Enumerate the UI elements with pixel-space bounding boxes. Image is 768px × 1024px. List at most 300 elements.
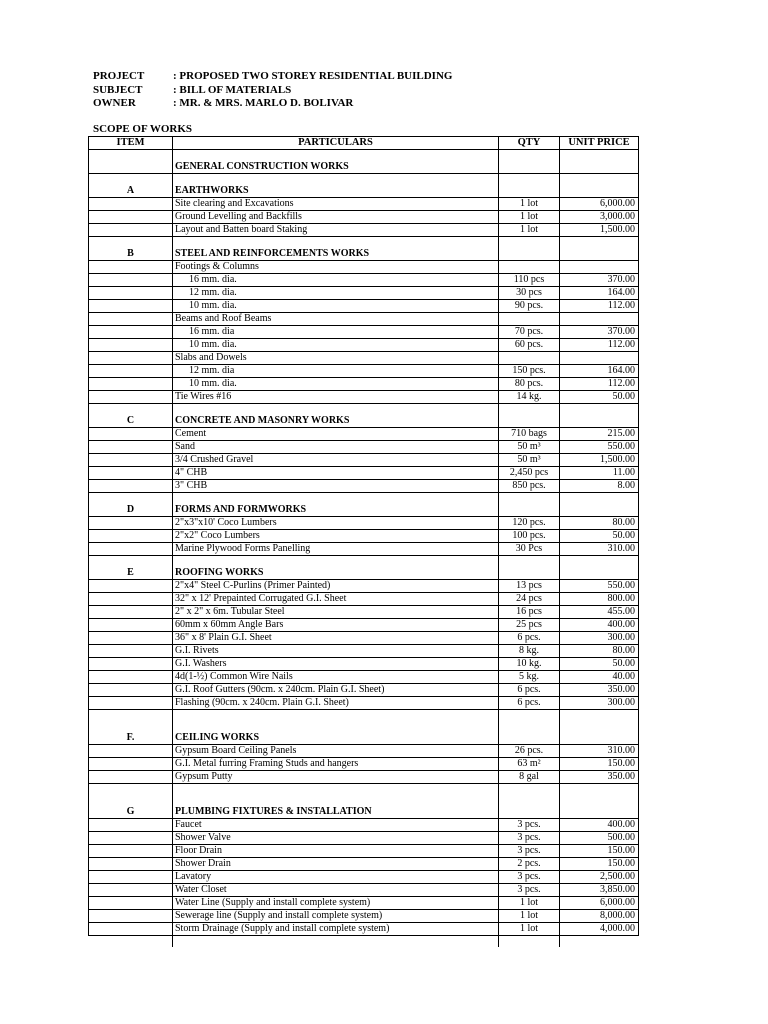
particulars-cell: Shower Valve <box>173 832 499 845</box>
unit-price-cell: 80.00 <box>560 517 639 530</box>
blank-row <box>89 404 639 416</box>
particulars-cell: 2"x4" Steel C-Purlins (Primer Painted) <box>173 580 499 593</box>
unit-price-cell <box>560 404 639 416</box>
item-cell <box>89 378 173 391</box>
unit-price-cell <box>560 493 639 505</box>
unit-price-cell: 112.00 <box>560 339 639 352</box>
table-row <box>89 923 639 936</box>
particulars-cell: 4d(1-½) Common Wire Nails <box>173 671 499 684</box>
column-header-qty: QTY <box>499 137 560 150</box>
column-header-item: ITEM <box>89 137 173 150</box>
table-row <box>89 758 639 771</box>
table-row <box>89 884 639 897</box>
item-cell <box>89 658 173 671</box>
qty-cell: 110 pcs <box>499 274 560 287</box>
table-row <box>89 858 639 871</box>
qty-cell: 90 pcs. <box>499 300 560 313</box>
particulars-cell: Shower Drain <box>173 858 499 871</box>
unit-price-cell: 350.00 <box>560 771 639 784</box>
column-header-unit-price: UNIT PRICE <box>560 137 639 150</box>
item-cell <box>89 161 173 174</box>
item-cell <box>89 884 173 897</box>
item-cell <box>89 441 173 454</box>
qty-cell <box>499 721 560 732</box>
qty-cell: 3 pcs. <box>499 845 560 858</box>
unit-price-cell <box>560 710 639 722</box>
particulars-cell: Footings & Columns <box>173 261 499 274</box>
bill-of-materials-table <box>88 136 639 947</box>
qty-cell <box>499 185 560 198</box>
item-cell <box>89 454 173 467</box>
particulars-cell: 10 mm. dia. <box>173 300 499 313</box>
particulars-cell: Sand <box>173 441 499 454</box>
table-row <box>89 832 639 845</box>
item-cell <box>89 493 173 505</box>
unit-price-cell: 150.00 <box>560 845 639 858</box>
qty-cell <box>499 710 560 722</box>
qty-cell: 10 kg. <box>499 658 560 671</box>
section-header-row <box>89 415 639 428</box>
table-row <box>89 606 639 619</box>
item-cell: F. <box>89 732 173 745</box>
table-header-row <box>89 137 639 150</box>
item-cell <box>89 845 173 858</box>
unit-price-cell <box>560 313 639 326</box>
unit-price-cell: 370.00 <box>560 274 639 287</box>
qty-cell <box>499 556 560 568</box>
qty-cell: 50 m³ <box>499 454 560 467</box>
subject-line <box>93 84 291 97</box>
qty-cell: 8 kg. <box>499 645 560 658</box>
table-row <box>89 211 639 224</box>
qty-cell: 6 pcs. <box>499 684 560 697</box>
item-cell <box>89 758 173 771</box>
item-cell <box>89 697 173 710</box>
qty-cell <box>499 784 560 796</box>
table-row <box>89 910 639 923</box>
table-row <box>89 365 639 378</box>
project-label: PROJECT <box>93 70 145 82</box>
item-cell <box>89 936 173 948</box>
unit-price-cell: 1,500.00 <box>560 224 639 237</box>
item-cell <box>89 871 173 884</box>
table-row <box>89 645 639 658</box>
unit-price-cell <box>560 936 639 948</box>
table-row <box>89 671 639 684</box>
qty-cell: 13 pcs <box>499 580 560 593</box>
item-cell <box>89 224 173 237</box>
qty-cell: 24 pcs <box>499 593 560 606</box>
item-cell <box>89 339 173 352</box>
unit-price-cell: 800.00 <box>560 593 639 606</box>
qty-cell: 3 pcs. <box>499 832 560 845</box>
item-cell <box>89 784 173 796</box>
particulars-cell <box>173 710 499 722</box>
particulars-cell: Sewerage line (Supply and install complete system) <box>173 910 499 923</box>
particulars-cell: CONCRETE AND MASONRY WORKS <box>173 415 499 428</box>
qty-cell: 70 pcs. <box>499 326 560 339</box>
qty-cell: 100 pcs. <box>499 530 560 543</box>
qty-cell <box>499 261 560 274</box>
unit-price-cell: 164.00 <box>560 287 639 300</box>
particulars-cell <box>173 150 499 162</box>
section-header-row <box>89 185 639 198</box>
qty-cell: 3 pcs. <box>499 884 560 897</box>
unit-price-cell: 310.00 <box>560 745 639 758</box>
particulars-cell <box>173 795 499 806</box>
qty-cell: 2 pcs. <box>499 858 560 871</box>
table-row <box>89 391 639 404</box>
item-cell <box>89 237 173 249</box>
qty-cell: 3 pcs. <box>499 871 560 884</box>
particulars-cell <box>173 784 499 796</box>
item-cell <box>89 326 173 339</box>
particulars-cell: G.I. Washers <box>173 658 499 671</box>
qty-cell <box>499 493 560 505</box>
particulars-cell: GENERAL CONSTRUCTION WORKS <box>173 161 499 174</box>
qty-cell <box>499 795 560 806</box>
unit-price-cell <box>560 415 639 428</box>
item-cell <box>89 745 173 758</box>
blank-row <box>89 174 639 186</box>
item-cell <box>89 391 173 404</box>
particulars-cell: Gypsum Putty <box>173 771 499 784</box>
particulars-cell: Layout and Batten board Staking <box>173 224 499 237</box>
unit-price-cell <box>560 795 639 806</box>
item-cell <box>89 645 173 658</box>
item-cell <box>89 671 173 684</box>
qty-cell: 1 lot <box>499 224 560 237</box>
scope-of-works-title: SCOPE OF WORKS <box>93 123 193 135</box>
item-cell <box>89 530 173 543</box>
item-cell <box>89 467 173 480</box>
qty-cell: 150 pcs. <box>499 365 560 378</box>
unit-price-cell: 550.00 <box>560 441 639 454</box>
item-cell <box>89 923 173 936</box>
particulars-cell: 2"x2" Coco Lumbers <box>173 530 499 543</box>
qty-cell: 60 pcs. <box>499 339 560 352</box>
item-cell <box>89 897 173 910</box>
qty-cell: 6 pcs. <box>499 697 560 710</box>
particulars-cell: FORMS AND FORMWORKS <box>173 504 499 517</box>
unit-price-cell <box>560 261 639 274</box>
unit-price-cell: 8.00 <box>560 480 639 493</box>
table-row <box>89 313 639 326</box>
qty-cell: 80 pcs. <box>499 378 560 391</box>
unit-price-cell <box>560 161 639 174</box>
item-cell <box>89 174 173 186</box>
item-cell <box>89 710 173 722</box>
unit-price-cell: 3,850.00 <box>560 884 639 897</box>
item-cell <box>89 287 173 300</box>
unit-price-cell: 50.00 <box>560 658 639 671</box>
item-cell: E <box>89 567 173 580</box>
item-cell <box>89 404 173 416</box>
unit-price-cell: 550.00 <box>560 580 639 593</box>
unit-price-cell <box>560 732 639 745</box>
unit-price-cell: 455.00 <box>560 606 639 619</box>
table-row <box>89 745 639 758</box>
project-value: : PROPOSED TWO STOREY RESIDENTIAL BUILDING <box>173 70 453 82</box>
unit-price-cell <box>560 806 639 819</box>
particulars-cell: 4" CHB <box>173 467 499 480</box>
unit-price-cell: 2,500.00 <box>560 871 639 884</box>
item-cell <box>89 352 173 365</box>
unit-price-cell <box>560 784 639 796</box>
qty-cell <box>499 806 560 819</box>
subject-value: : BILL OF MATERIALS <box>173 84 292 96</box>
qty-cell: 2,450 pcs <box>499 467 560 480</box>
particulars-cell: 16 mm. dia. <box>173 274 499 287</box>
qty-cell: 1 lot <box>499 897 560 910</box>
unit-price-cell: 150.00 <box>560 858 639 871</box>
item-cell <box>89 365 173 378</box>
table-row <box>89 467 639 480</box>
qty-cell <box>499 732 560 745</box>
particulars-cell: Slabs and Dowels <box>173 352 499 365</box>
table-row <box>89 697 639 710</box>
qty-cell <box>499 248 560 261</box>
project-line <box>93 70 452 83</box>
particulars-cell: 12 mm. dia <box>173 365 499 378</box>
qty-cell: 1 lot <box>499 923 560 936</box>
particulars-cell: 3/4 Crushed Gravel <box>173 454 499 467</box>
item-cell <box>89 198 173 211</box>
item-cell <box>89 580 173 593</box>
unit-price-cell <box>560 174 639 186</box>
particulars-cell: Cement <box>173 428 499 441</box>
particulars-cell: Flashing (90cm. x 240cm. Plain G.I. Sheet) <box>173 697 499 710</box>
item-cell: B <box>89 248 173 261</box>
qty-cell <box>499 504 560 517</box>
unit-price-cell: 6,000.00 <box>560 897 639 910</box>
particulars-cell <box>173 556 499 568</box>
table-row <box>89 897 639 910</box>
qty-cell <box>499 174 560 186</box>
table-row <box>89 274 639 287</box>
unit-price-cell: 50.00 <box>560 530 639 543</box>
particulars-cell: PLUMBING FIXTURES & INSTALLATION <box>173 806 499 819</box>
item-cell: D <box>89 504 173 517</box>
blank-row <box>89 150 639 162</box>
table-row <box>89 619 639 632</box>
unit-price-cell <box>560 185 639 198</box>
unit-price-cell: 40.00 <box>560 671 639 684</box>
qty-cell: 63 m² <box>499 758 560 771</box>
item-cell <box>89 606 173 619</box>
blank-row <box>89 493 639 505</box>
table-row <box>89 543 639 556</box>
item-cell <box>89 211 173 224</box>
qty-cell <box>499 936 560 948</box>
unit-price-cell: 150.00 <box>560 758 639 771</box>
blank-row <box>89 556 639 568</box>
particulars-cell: 2"x3"x10' Coco Lumbers <box>173 517 499 530</box>
particulars-cell: Gypsum Board Ceiling Panels <box>173 745 499 758</box>
table-body <box>89 137 639 948</box>
qty-cell: 120 pcs. <box>499 517 560 530</box>
qty-cell <box>499 313 560 326</box>
item-cell: C <box>89 415 173 428</box>
table-row <box>89 300 639 313</box>
item-cell <box>89 480 173 493</box>
item-cell <box>89 619 173 632</box>
unit-price-cell: 112.00 <box>560 378 639 391</box>
particulars-cell: Faucet <box>173 819 499 832</box>
particulars-cell: Ground Levelling and Backfills <box>173 211 499 224</box>
particulars-cell: G.I. Roof Gutters (90cm. x 240cm. Plain G.I. Sheet) <box>173 684 499 697</box>
item-cell <box>89 150 173 162</box>
section-header-row <box>89 567 639 580</box>
table-row <box>89 684 639 697</box>
table-row <box>89 326 639 339</box>
particulars-cell <box>173 493 499 505</box>
section-header-row <box>89 248 639 261</box>
particulars-cell: STEEL AND REINFORCEMENTS WORKS <box>173 248 499 261</box>
qty-cell: 710 bags <box>499 428 560 441</box>
qty-cell: 25 pcs <box>499 619 560 632</box>
qty-cell <box>499 237 560 249</box>
table-row <box>89 378 639 391</box>
particulars-cell: Marine Plywood Forms Panelling <box>173 543 499 556</box>
particulars-cell: CEILING WORKS <box>173 732 499 745</box>
item-cell <box>89 428 173 441</box>
table-row <box>89 454 639 467</box>
particulars-cell: G.I. Rivets <box>173 645 499 658</box>
table-row <box>89 517 639 530</box>
particulars-cell: Lavatory <box>173 871 499 884</box>
particulars-cell: 10 mm. dia. <box>173 339 499 352</box>
unit-price-cell: 50.00 <box>560 391 639 404</box>
item-cell <box>89 300 173 313</box>
qty-cell: 1 lot <box>499 198 560 211</box>
item-cell <box>89 313 173 326</box>
particulars-cell: G.I. Metal furring Framing Studs and hangers <box>173 758 499 771</box>
particulars-cell <box>173 936 499 948</box>
particulars-cell <box>173 721 499 732</box>
table-row <box>89 480 639 493</box>
item-cell <box>89 819 173 832</box>
particulars-cell: 36" x 8' Plain G.I. Sheet <box>173 632 499 645</box>
owner-line <box>93 97 353 110</box>
particulars-cell: Site clearing and Excavations <box>173 198 499 211</box>
particulars-cell: Floor Drain <box>173 845 499 858</box>
particulars-cell: EARTHWORKS <box>173 185 499 198</box>
item-cell <box>89 858 173 871</box>
item-cell <box>89 517 173 530</box>
table-row <box>89 198 639 211</box>
unit-price-cell: 310.00 <box>560 543 639 556</box>
item-cell <box>89 910 173 923</box>
qty-cell <box>499 150 560 162</box>
owner-label: OWNER <box>93 97 136 109</box>
blank-row <box>89 710 639 722</box>
qty-cell: 8 gal <box>499 771 560 784</box>
particulars-cell <box>173 237 499 249</box>
unit-price-cell: 350.00 <box>560 684 639 697</box>
unit-price-cell: 1,500.00 <box>560 454 639 467</box>
qty-cell: 50 m³ <box>499 441 560 454</box>
section-header-row <box>89 732 639 745</box>
qty-cell: 6 pcs. <box>499 632 560 645</box>
particulars-cell: Tie Wires #16 <box>173 391 499 404</box>
unit-price-cell <box>560 556 639 568</box>
unit-price-cell: 3,000.00 <box>560 211 639 224</box>
item-cell <box>89 771 173 784</box>
blank-row <box>89 936 639 948</box>
item-cell: G <box>89 806 173 819</box>
unit-price-cell: 370.00 <box>560 326 639 339</box>
qty-cell <box>499 161 560 174</box>
unit-price-cell: 8,000.00 <box>560 910 639 923</box>
owner-value: : MR. & MRS. MARLO D. BOLIVAR <box>173 97 354 109</box>
qty-cell: 1 lot <box>499 211 560 224</box>
qty-cell <box>499 567 560 580</box>
table-row <box>89 261 639 274</box>
unit-price-cell <box>560 150 639 162</box>
qty-cell: 3 pcs. <box>499 819 560 832</box>
particulars-cell: 32" x 12' Prepainted Corrugated G.I. Sheet <box>173 593 499 606</box>
table-row <box>89 632 639 645</box>
particulars-cell: ROOFING WORKS <box>173 567 499 580</box>
particulars-cell <box>173 174 499 186</box>
item-cell <box>89 684 173 697</box>
qty-cell: 16 pcs <box>499 606 560 619</box>
particulars-cell: 10 mm. dia. <box>173 378 499 391</box>
table-row <box>89 441 639 454</box>
qty-cell: 26 pcs. <box>499 745 560 758</box>
item-cell <box>89 261 173 274</box>
unit-price-cell: 80.00 <box>560 645 639 658</box>
table-row <box>89 593 639 606</box>
column-header-particulars: PARTICULARS <box>173 137 499 150</box>
item-cell <box>89 632 173 645</box>
qty-cell: 1 lot <box>499 910 560 923</box>
table-row <box>89 845 639 858</box>
item-cell <box>89 274 173 287</box>
unit-price-cell <box>560 352 639 365</box>
particulars-cell: Water Line (Supply and install complete system) <box>173 897 499 910</box>
table-row <box>89 819 639 832</box>
table-row <box>89 339 639 352</box>
item-cell <box>89 832 173 845</box>
particulars-cell: 60mm x 60mm Angle Bars <box>173 619 499 632</box>
unit-price-cell: 300.00 <box>560 632 639 645</box>
unit-price-cell: 164.00 <box>560 365 639 378</box>
table-row <box>89 287 639 300</box>
qty-cell: 5 kg. <box>499 671 560 684</box>
table-row <box>89 580 639 593</box>
unit-price-cell <box>560 504 639 517</box>
table-row <box>89 224 639 237</box>
unit-price-cell: 500.00 <box>560 832 639 845</box>
unit-price-cell: 300.00 <box>560 697 639 710</box>
particulars-cell: Storm Drainage (Supply and install complete system) <box>173 923 499 936</box>
qty-cell <box>499 404 560 416</box>
table-row <box>89 530 639 543</box>
particulars-cell <box>173 404 499 416</box>
item-cell <box>89 721 173 732</box>
section-header-row <box>89 806 639 819</box>
particulars-cell: 3" CHB <box>173 480 499 493</box>
particulars-cell: Beams and Roof Beams <box>173 313 499 326</box>
qty-cell: 14 kg. <box>499 391 560 404</box>
blank-row <box>89 237 639 249</box>
table-row <box>89 352 639 365</box>
unit-price-cell: 400.00 <box>560 619 639 632</box>
qty-cell <box>499 415 560 428</box>
unit-price-cell: 400.00 <box>560 819 639 832</box>
